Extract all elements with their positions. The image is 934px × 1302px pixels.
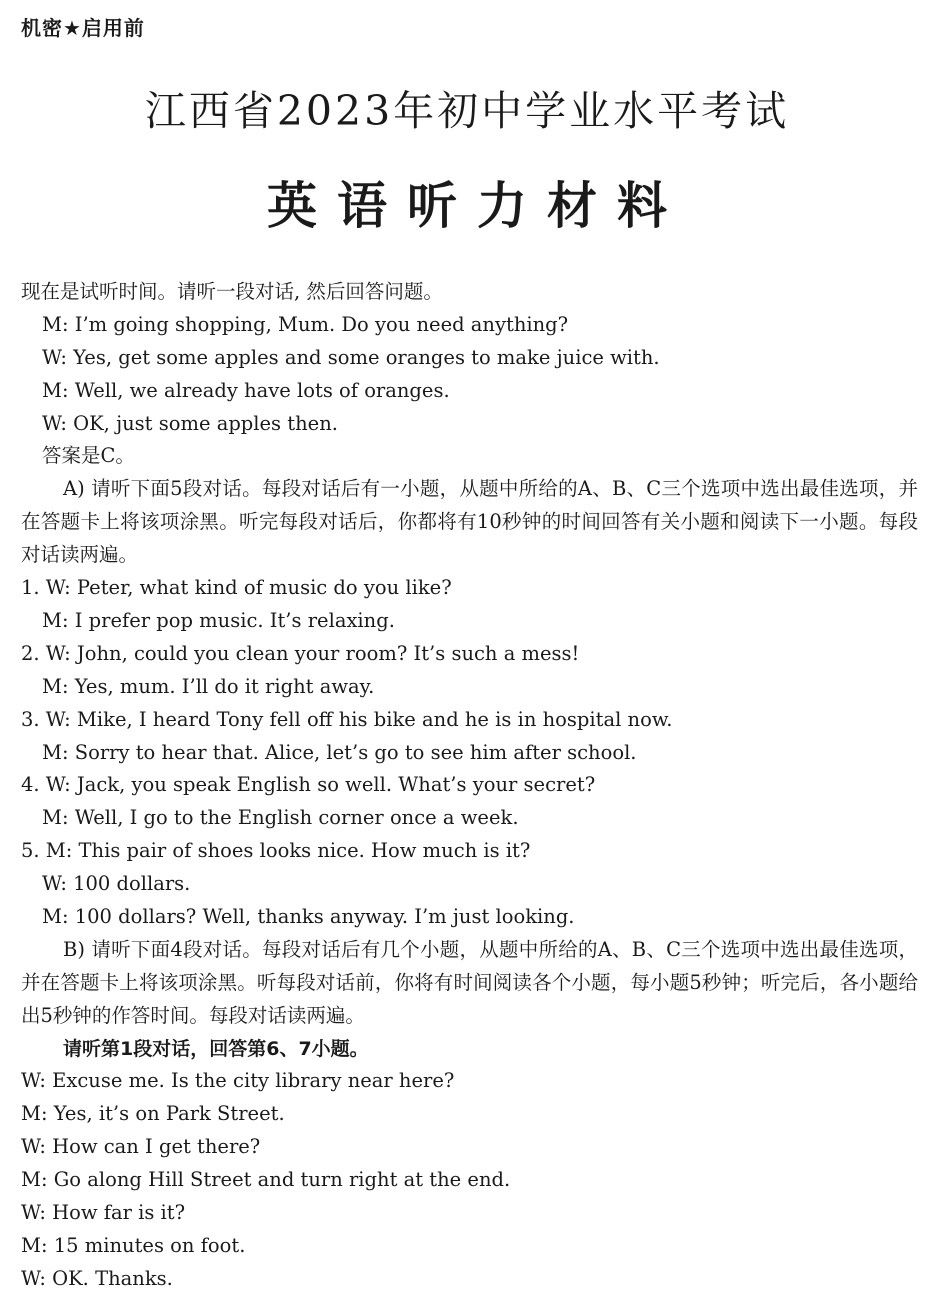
trial-intro: 现在是试听时间。请听一段对话, 然后回答问题。 [21,280,443,303]
dialogue-item-5-reply: W: 100 dollars. [42,872,191,896]
dialogue-item-2-reply: M: Yes, mum. I’ll do it right away. [42,674,375,698]
dialogue-item-1-line: 1. W: Peter, what kind of music do you like? [21,576,452,600]
trial-dialogue-line: W: OK, just some apples then. [42,411,338,435]
listening-script [21,276,918,1296]
dialogue-item-1-reply: M: I prefer pop music. It’s relaxing. [42,608,395,632]
section-a-instructions: A) 请听下面5段对话。每段对话后有一小题，从题中所给的A、B、C三个选项中选出最佳选项，并在答题卡上将该项涂黑。听完每段对话后，你都将有10秒钟的时间回答有关小题和阅读下一小题。每段对话读两遍。 [21,477,918,567]
dialogue-1-line: M: Go along Hill Street and turn right at the end. [21,1168,511,1192]
dialogue-1-line: M: 15 minutes on foot. [21,1233,246,1257]
confidentiality-label: 机密★启用前 [21,16,145,40]
dialogue-1-line: W: OK. Thanks. [21,1266,173,1290]
page-title: 英语听力材料 [267,177,687,235]
trial-dialogue-line: M: I’m going shopping, Mum. Do you need anything? [42,312,569,336]
dialogue-item-5-reply: M: 100 dollars? Well, thanks anyway. I’m just looking. [42,904,575,928]
trial-dialogue-line: W: Yes, get some apples and some oranges to make juice with. [42,345,660,369]
dialogue-item-3-reply: M: Sorry to hear that. Alice, let’s go to see him after school. [42,740,637,764]
dialogue-item-4-line: 4. W: Jack, you speak English so well. What’s your secret? [21,773,596,797]
trial-dialogue-line: M: Well, we already have lots of oranges. [42,378,450,402]
section-b-instructions: B) 请听下面4段对话。每段对话后有几个小题，从题中所给的A、B、C三个选项中选出最佳选项，并在答题卡上将该项涂黑。听每段对话前，你将有时间阅读各个小题，每小题5秒钟；听完后，各小题给出5秒钟的作答时间。每段对话读两遍。 [21,937,918,1027]
dialogue-1-heading: 请听第1段对话，回答第6、7小题。 [63,1037,369,1060]
dialogue-item-4-reply: M: Well, I go to the English corner once a week. [42,806,519,830]
dialogue-1-line: W: How can I get there? [21,1135,261,1159]
dialogue-1-line: W: Excuse me. Is the city library near here? [21,1069,455,1093]
dialogue-item-2-line: 2. W: John, could you clean your room? It’s such a mess! [21,641,580,665]
dialogue-1-line: W: How far is it? [21,1201,186,1225]
dialogue-1-line: M: Yes, it’s on Park Street. [21,1102,285,1126]
exam-title: 江西省2023年初中学业水平考试 [144,87,790,135]
dialogue-item-5-line: 5. M: This pair of shoes looks nice. How much is it? [21,839,531,863]
trial-answer: 答案是C。 [42,444,135,468]
dialogue-item-3-line: 3. W: Mike, I heard Tony fell off his bike and he is in hospital now. [21,707,673,731]
